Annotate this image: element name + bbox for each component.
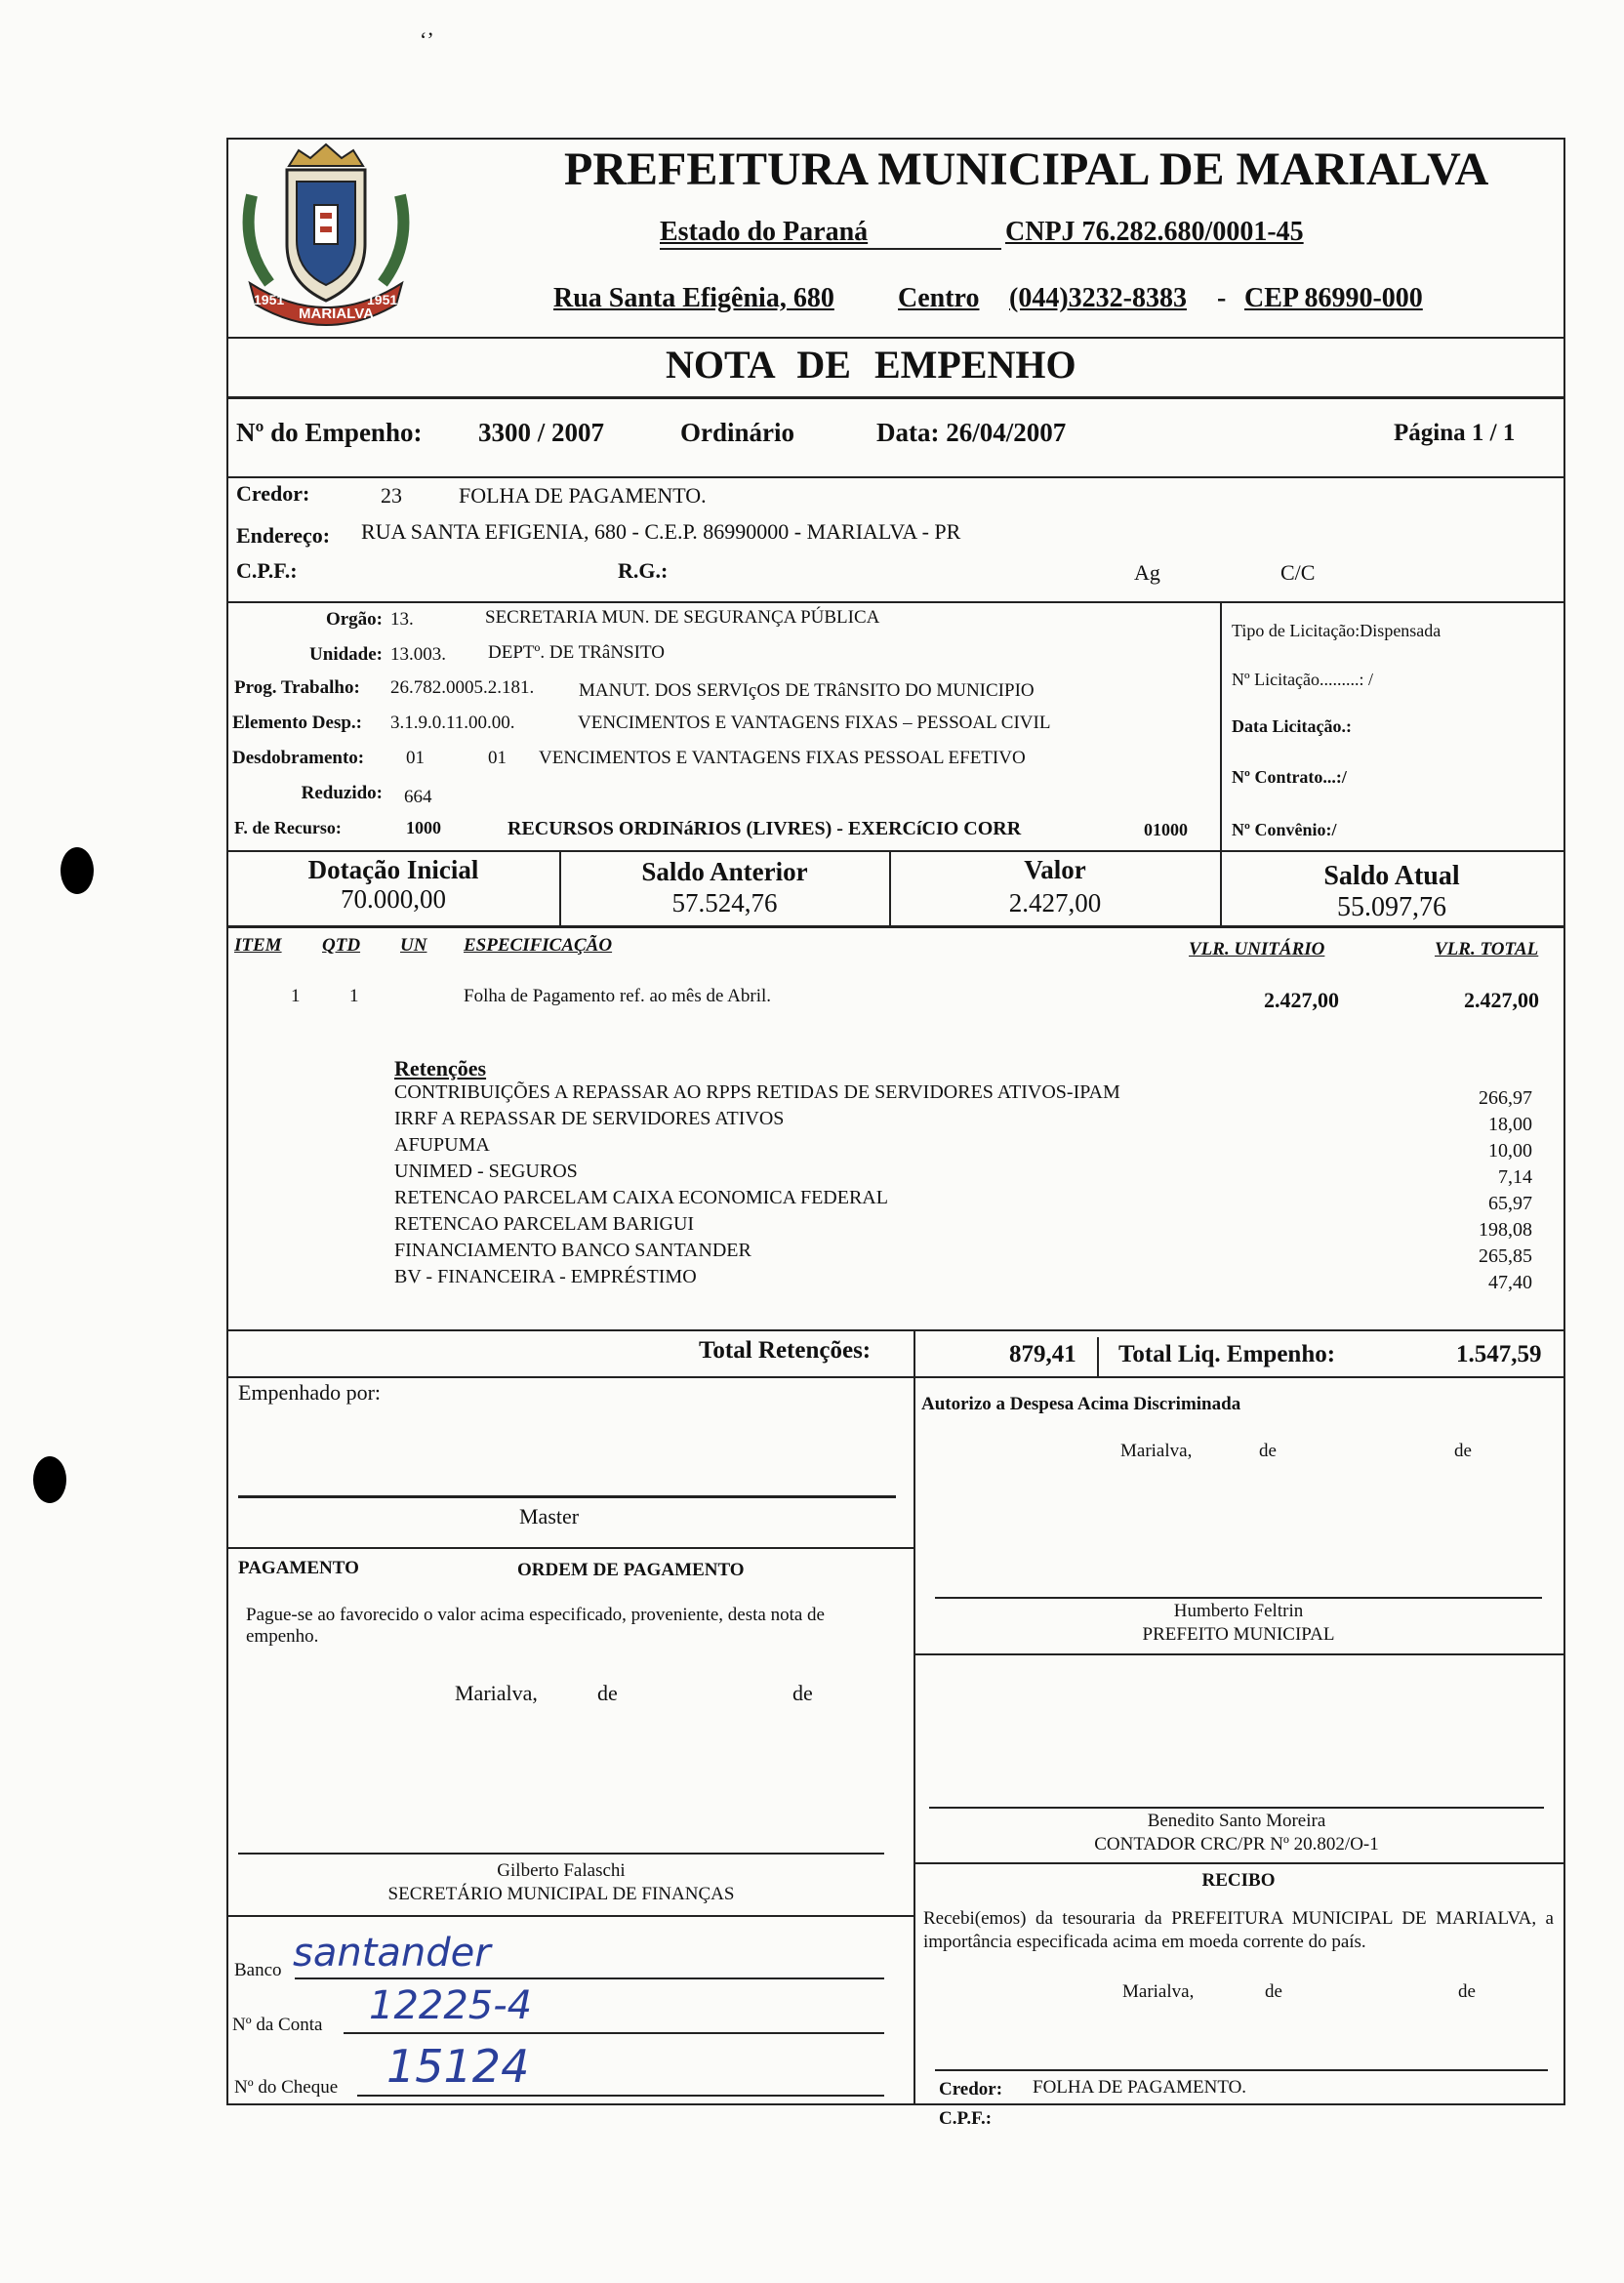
convenio-number: Nº Convênio:/ bbox=[1232, 820, 1337, 839]
autorizo-city: Marialva, bbox=[1120, 1441, 1193, 1461]
seal-year-right: 1951 bbox=[367, 292, 398, 307]
item-number: 1 bbox=[291, 986, 301, 1006]
address-district: Centro bbox=[898, 283, 980, 313]
retencao-label: FINANCIAMENTO BANCO SANTANDER bbox=[394, 1240, 751, 1261]
prefeito-title: PREFEITO MUNICIPAL bbox=[1142, 1624, 1335, 1645]
retencao-value: 198,08 bbox=[1479, 1219, 1532, 1241]
signature-line bbox=[238, 1495, 896, 1498]
pague-de-2: de bbox=[792, 1681, 813, 1705]
contador-title: CONTADOR CRC/PR Nº 20.802/O-1 bbox=[1094, 1834, 1379, 1855]
col-header-qtd: QTD bbox=[322, 935, 361, 956]
agency-label: Ag bbox=[1134, 560, 1160, 585]
fonte-code: 1000 bbox=[406, 818, 441, 837]
col-header-item: ITEM bbox=[234, 935, 282, 956]
orgao-code: 13. bbox=[390, 609, 414, 630]
document-title: NOTA DE EMPENHO bbox=[666, 343, 1076, 387]
licitacao-number: Nº Licitação.........: / bbox=[1232, 670, 1374, 689]
divider bbox=[226, 850, 1563, 852]
signature-line bbox=[238, 1853, 884, 1855]
secretario-name: Gilberto Falaschi bbox=[497, 1860, 626, 1881]
unidade-text: DEPTº. DE TRâNSITO bbox=[488, 642, 665, 663]
state-underline bbox=[660, 248, 1001, 250]
banco-line bbox=[295, 1977, 884, 1979]
desdobramento-text: VENCIMENTOS E VANTAGENS FIXAS PESSOAL EFETIVO bbox=[539, 748, 1026, 768]
total-retencoes-value: 879,41 bbox=[1009, 1341, 1076, 1367]
saldo-atual-label: Saldo Atual bbox=[1323, 861, 1460, 891]
scan-hole-mark bbox=[33, 1456, 66, 1503]
conta-line bbox=[344, 2032, 884, 2034]
divider bbox=[226, 925, 1563, 928]
state-name: Estado do Paraná bbox=[660, 217, 869, 247]
item-total-value: 2.427,00 bbox=[1464, 988, 1539, 1012]
elemento-code: 3.1.9.0.11.00.00. bbox=[390, 713, 515, 733]
credor-code: 23 bbox=[381, 483, 402, 508]
retencao-label: RETENCAO PARCELAM BARIGUI bbox=[394, 1213, 695, 1235]
cheque-label: Nº do Cheque bbox=[234, 2077, 339, 2098]
credor-label: Credor: bbox=[236, 481, 310, 506]
divider bbox=[226, 1915, 914, 1917]
signature-line bbox=[935, 2069, 1548, 2071]
desdobramento-code-1: 01 bbox=[406, 748, 425, 768]
address-street: Rua Santa Efigênia, 680 bbox=[553, 283, 834, 313]
cnpj-number: CNPJ 76.282.680/0001-45 bbox=[1005, 217, 1304, 247]
divider bbox=[226, 337, 1563, 339]
empenho-label: Nº do Empenho: bbox=[236, 418, 423, 447]
retencao-label: BV - FINANCEIRA - EMPRÉSTIMO bbox=[394, 1266, 697, 1287]
retencao-label: RETENCAO PARCELAM CAIXA ECONOMICA FEDERAL bbox=[394, 1187, 888, 1208]
elemento-text: VENCIMENTOS E VANTAGENS FIXAS – PESSOAL CIVIL bbox=[578, 713, 1051, 733]
retencao-label: CONTRIBUIÇÕES A REPASSAR AO RPPS RETIDAS DE SERVIDORES ATIVOS-IPAM bbox=[394, 1081, 1120, 1103]
retencao-value: 10,00 bbox=[1488, 1140, 1532, 1162]
autorizo-de-1: de bbox=[1259, 1441, 1277, 1461]
autorizo-de-2: de bbox=[1454, 1441, 1472, 1461]
master-label: Master bbox=[519, 1504, 580, 1529]
reduzido-value: 664 bbox=[404, 787, 432, 807]
retencao-value: 47,40 bbox=[1488, 1272, 1532, 1293]
divider bbox=[226, 1329, 1563, 1331]
desdobramento-code-2: 01 bbox=[488, 748, 507, 768]
saldo-atual-value: 55.097,76 bbox=[1337, 892, 1446, 922]
divider bbox=[914, 1862, 1563, 1864]
col-header-spec: ESPECIFICAÇÃO bbox=[464, 935, 613, 956]
item-spec: Folha de Pagamento ref. ao mês de Abril. bbox=[464, 986, 772, 1006]
pague-de-1: de bbox=[597, 1681, 618, 1705]
municipal-seal-icon bbox=[230, 137, 422, 332]
divider bbox=[1220, 601, 1222, 851]
signature-line bbox=[935, 1597, 1542, 1599]
cpf-label: C.P.F.: bbox=[236, 558, 298, 583]
elemento-label: Elemento Desp.: bbox=[232, 713, 362, 733]
retencao-value: 265,85 bbox=[1479, 1245, 1532, 1267]
empenhado-label: Empenhado por: bbox=[238, 1380, 382, 1405]
saldo-anterior-label: Saldo Anterior bbox=[641, 857, 808, 886]
prefeito-name: Humberto Feltrin bbox=[1173, 1601, 1304, 1621]
total-liquido-label: Total Liq. Empenho: bbox=[1118, 1341, 1336, 1367]
saldo-anterior-value: 57.524,76 bbox=[671, 888, 778, 917]
secretario-title: SECRETÁRIO MUNICIPAL DE FINANÇAS bbox=[387, 1884, 735, 1904]
col-header-unit-value: VLR. UNITÁRIO bbox=[1189, 939, 1325, 959]
empenho-date: Data: 26/04/2007 bbox=[876, 418, 1067, 447]
licitacao-date: Data Licitação.: bbox=[1232, 716, 1352, 736]
orgao-text: SECRETARIA MUN. DE SEGURANÇA PÚBLICA bbox=[485, 607, 880, 628]
autorizo-label: Autorizo a Despesa Acima Discriminada bbox=[921, 1394, 1241, 1414]
recibo-title: RECIBO bbox=[1201, 1870, 1276, 1891]
scan-speck: ‘’ bbox=[420, 27, 434, 52]
recibo-cpf-label: C.P.F.: bbox=[939, 2108, 993, 2129]
divider bbox=[914, 1376, 915, 2103]
licitacao-type: Tipo de Licitação:Dispensada bbox=[1232, 621, 1441, 640]
recibo-text: Recebi(emos) da tesouraria da PREFEITURA MUNICIPAL DE MARIALVA, a importância especificada acima em moeda corrente do país. bbox=[923, 1908, 1554, 1952]
unidade-label: Unidade: bbox=[309, 644, 383, 665]
empenho-type: Ordinário bbox=[680, 418, 795, 447]
address-cep: CEP 86990-000 bbox=[1244, 283, 1423, 313]
divider bbox=[226, 601, 1563, 603]
divider bbox=[226, 396, 1563, 399]
divider bbox=[226, 1376, 1563, 1378]
retencao-label: UNIMED - SEGUROS bbox=[394, 1161, 578, 1182]
credor-name: FOLHA DE PAGAMENTO. bbox=[459, 483, 707, 508]
contract-number: Nº Contrato...:/ bbox=[1232, 767, 1347, 787]
address-separator: - bbox=[1217, 283, 1227, 313]
divider bbox=[914, 1653, 1563, 1655]
fonte-text: RECURSOS ORDINáRIOS (LIVRES) - EXERCíCIO CORR bbox=[508, 818, 1022, 839]
prog-label: Prog. Trabalho: bbox=[234, 677, 360, 698]
dotacao-value: 70.000,00 bbox=[341, 884, 446, 914]
retencao-label: AFUPUMA bbox=[394, 1134, 490, 1156]
prog-text: MANUT. DOS SERVIçOS DE TRâNSITO DO MUNICIPIO bbox=[579, 680, 1035, 701]
page-title: PREFEITURA MUNICIPAL DE MARIALVA bbox=[564, 143, 1489, 195]
recibo-credor-label: Credor: bbox=[939, 2079, 1003, 2100]
divider bbox=[1097, 1337, 1099, 1376]
retencoes-title: Retenções bbox=[394, 1056, 487, 1080]
fonte-label: F. de Recurso: bbox=[234, 818, 342, 837]
retencao-value: 18,00 bbox=[1488, 1114, 1532, 1135]
reduzido-label: Reduzido: bbox=[301, 783, 383, 803]
fonte-number: 01000 bbox=[1144, 820, 1188, 839]
retencao-value: 266,97 bbox=[1479, 1087, 1532, 1109]
item-qty: 1 bbox=[349, 986, 359, 1006]
recibo-city: Marialva, bbox=[1122, 1981, 1195, 2002]
banco-handwriting: santander bbox=[293, 1931, 491, 1976]
pague-city: Marialva, bbox=[455, 1681, 538, 1705]
orgao-label: Orgão: bbox=[325, 609, 383, 630]
cheque-handwriting: 15124 bbox=[386, 2040, 530, 2093]
divider bbox=[226, 476, 1563, 478]
divider bbox=[226, 1547, 914, 1549]
col-header-total-value: VLR. TOTAL bbox=[1435, 939, 1539, 959]
cheque-line bbox=[357, 2095, 884, 2097]
recibo-credor-value: FOLHA DE PAGAMENTO. bbox=[1033, 2077, 1247, 2098]
item-unit-value: 2.427,00 bbox=[1264, 988, 1339, 1012]
col-header-un: UN bbox=[400, 935, 427, 956]
retencao-value: 65,97 bbox=[1488, 1193, 1532, 1214]
conta-label: Nº da Conta bbox=[232, 2015, 323, 2035]
ordem-label: ORDEM DE PAGAMENTO bbox=[517, 1560, 745, 1580]
page-number: Página 1 / 1 bbox=[1394, 420, 1516, 446]
unidade-code: 13.003. bbox=[390, 644, 446, 665]
address-label: Endereço: bbox=[236, 523, 331, 548]
account-label: C/C bbox=[1280, 560, 1316, 585]
contador-name: Benedito Santo Moreira bbox=[1147, 1811, 1326, 1831]
total-retencoes-label: Total Retenções: bbox=[699, 1337, 872, 1364]
address-phone: (044)3232-8383 bbox=[1009, 283, 1187, 313]
rg-label: R.G.: bbox=[618, 558, 669, 583]
signature-line bbox=[929, 1807, 1544, 1809]
conta-handwriting: 12225-4 bbox=[369, 1983, 533, 2028]
scan-hole-mark bbox=[61, 847, 94, 894]
pagamento-label: PAGAMENTO bbox=[238, 1558, 359, 1578]
retencao-value: 7,14 bbox=[1498, 1166, 1532, 1188]
seal-name: MARIALVA bbox=[299, 306, 374, 322]
credor-address: RUA SANTA EFIGENIA, 680 - C.E.P. 86990000 - MARIALVA - PR bbox=[361, 519, 961, 544]
divider bbox=[914, 1329, 915, 1376]
valor-value: 2.427,00 bbox=[1008, 888, 1102, 917]
desdobramento-label: Desdobramento: bbox=[232, 748, 365, 768]
recibo-de-2: de bbox=[1458, 1981, 1476, 2002]
valor-label: Valor bbox=[1024, 855, 1086, 884]
empenho-number: 3300 / 2007 bbox=[478, 418, 605, 447]
prog-code: 26.782.0005.2.181. bbox=[390, 677, 535, 698]
total-liquido-value: 1.547,59 bbox=[1456, 1341, 1542, 1367]
seal-year-left: 1951 bbox=[254, 292, 285, 307]
pague-text: Pague-se ao favorecido o valor acima especificado, proveniente, desta nota de empenho. bbox=[246, 1605, 825, 1647]
recibo-de-1: de bbox=[1265, 1981, 1282, 2002]
banco-label: Banco bbox=[234, 1960, 282, 1980]
retencao-label: IRRF A REPASSAR DE SERVIDORES ATIVOS bbox=[394, 1108, 785, 1129]
dotacao-label: Dotação Inicial bbox=[307, 855, 479, 884]
